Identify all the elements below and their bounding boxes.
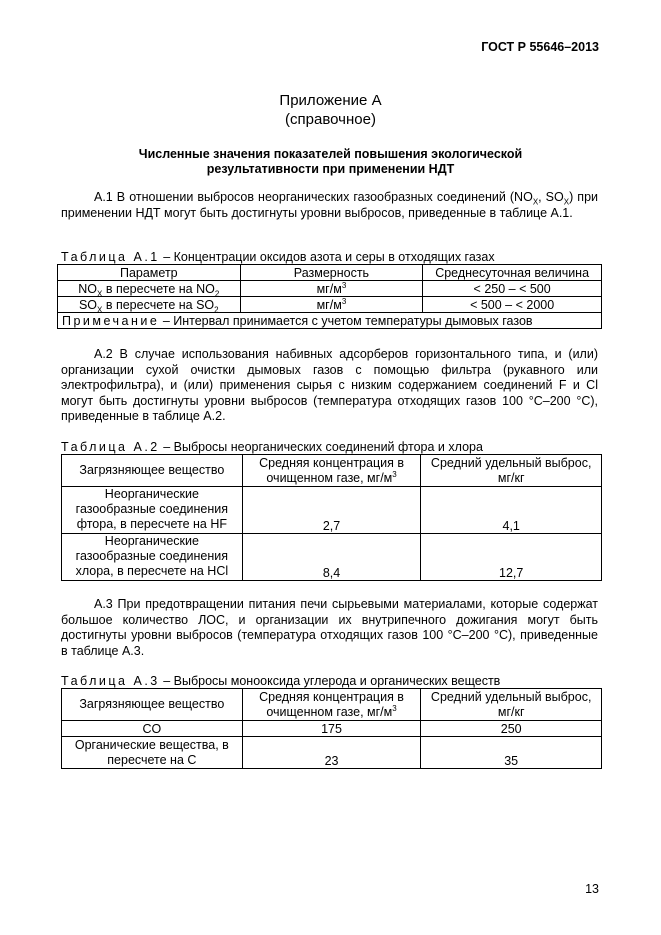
table-a3-emission-cell: 35 bbox=[421, 737, 602, 769]
table-a3-conc-cell: 175 bbox=[242, 721, 421, 737]
table-a1-header-unit: Размерность bbox=[240, 265, 423, 281]
appendix-heading-line1: Численные значения показателей повышения экологической bbox=[138, 147, 523, 161]
page-number: 13 bbox=[585, 882, 599, 896]
unit-text: мг/м bbox=[316, 297, 342, 312]
header-conc-sup: 3 bbox=[392, 469, 397, 479]
table-a2 bbox=[61, 454, 602, 581]
param-sub: 2 bbox=[214, 289, 220, 298]
table-a3 bbox=[61, 688, 602, 769]
table-a3-header-row bbox=[62, 689, 602, 721]
paragraph-a3: А.3 При предотвращении питания печи сырьевыми материалами, которые содержат большое количество ЛОС, и организации их внутрипечного дожигания могут быть достигнуты уровни выбросов (температура отходящих газов 100 °С–200 °С), приведенные в таблице А.3. bbox=[61, 597, 598, 658]
table-a2-emission-cell: 4,1 bbox=[421, 487, 602, 534]
paragraph-a1-text-3: ) при применении НДТ могут быть достигнуты уровни выбросов, приведенные в таблице А.1. bbox=[61, 190, 599, 220]
table-row bbox=[62, 534, 602, 581]
param-sub: 2 bbox=[214, 305, 219, 314]
paragraph-a1-sub-1: X bbox=[532, 197, 539, 207]
header-conc-sup: 3 bbox=[392, 703, 397, 713]
appendix-heading bbox=[0, 147, 661, 177]
table-a1-caption-text: – Концентрации оксидов азота и серы в отходящих газах bbox=[159, 250, 495, 264]
table-a2-caption-label: Таблица А.2 bbox=[61, 440, 160, 454]
table-a3-substance-cell: Органические вещества, в пересчете на С bbox=[62, 737, 243, 769]
table-row bbox=[62, 487, 602, 534]
table-a3-caption bbox=[61, 674, 500, 688]
param-text: NO bbox=[78, 281, 98, 296]
table-a1-param-cell bbox=[58, 297, 241, 313]
table-a1 bbox=[57, 264, 602, 329]
table-a1-value-cell: < 500 – < 2000 bbox=[423, 297, 602, 313]
param-text: в пересчете на NO bbox=[102, 281, 215, 296]
appendix-title: Приложение А bbox=[279, 92, 382, 109]
table-row bbox=[62, 737, 602, 769]
table-a3-header-emission: Средний удельный выброс, мг/кг bbox=[421, 689, 602, 721]
appendix-subtitle: (справочное) bbox=[285, 111, 376, 128]
table-a1-note-text: – Интервал принимается с учетом температуры дымовых газов bbox=[159, 313, 533, 328]
table-row bbox=[58, 297, 602, 313]
unit-sup: 3 bbox=[341, 296, 347, 306]
table-a3-caption-text: – Выбросы монооксида углерода и органических веществ bbox=[159, 674, 501, 688]
param-sub: X bbox=[97, 305, 103, 314]
table-a2-caption-text: – Выбросы неорганических соединений фтора и хлора bbox=[159, 440, 483, 454]
table-a2-header-row bbox=[62, 455, 602, 487]
table-a2-substance-cell: Неорганические газообразные соединения фтора, в пересчете на HF bbox=[62, 487, 243, 534]
table-a1-caption-label: Таблица А.1 bbox=[61, 250, 160, 264]
appendix-title-block bbox=[0, 91, 661, 129]
table-a1-unit-cell bbox=[240, 281, 423, 297]
table-a2-conc-cell: 2,7 bbox=[242, 487, 421, 534]
unit-text: мг/м bbox=[316, 281, 342, 296]
table-a1-header-param: Параметр bbox=[58, 265, 241, 281]
table-a2-header-substance: Загрязняющее вещество bbox=[62, 455, 243, 487]
param-text: в пересчете на SO bbox=[102, 297, 215, 312]
header-conc-text: Средняя концентрация в очищенном газе, мг/м bbox=[259, 455, 404, 485]
table-a1-header-value: Среднесуточная величина bbox=[423, 265, 602, 281]
table-a3-conc-cell: 23 bbox=[242, 737, 421, 769]
param-sub: X bbox=[97, 289, 103, 298]
table-a2-emission-cell: 12,7 bbox=[421, 534, 602, 581]
table-a3-caption-label: Таблица А.3 bbox=[61, 674, 160, 688]
table-a2-caption bbox=[61, 440, 483, 454]
unit-sup: 3 bbox=[341, 280, 347, 290]
table-a1-note-label: Примечание bbox=[62, 313, 160, 328]
table-a2-header-conc bbox=[242, 455, 421, 487]
table-row bbox=[58, 281, 602, 297]
table-a1-value-cell: < 250 – < 500 bbox=[423, 281, 602, 297]
table-row bbox=[62, 721, 602, 737]
paragraph-a1-text-2: , SO bbox=[538, 190, 564, 204]
table-a1-note bbox=[58, 313, 602, 329]
table-a3-header-substance: Загрязняющее вещество bbox=[62, 689, 243, 721]
header-conc-text: Средняя концентрация в очищенном газе, мг/м bbox=[259, 689, 404, 719]
appendix-heading-line2: результативности при применении НДТ bbox=[206, 162, 455, 176]
param-text: SO bbox=[78, 297, 98, 312]
table-a1-header-row bbox=[58, 265, 602, 281]
table-a1-unit-cell bbox=[240, 297, 423, 313]
paragraph-a1 bbox=[61, 190, 598, 221]
table-a3-emission-cell: 250 bbox=[421, 721, 602, 737]
table-a3-header-conc bbox=[242, 689, 421, 721]
paragraph-a1-sub-2: X bbox=[563, 197, 570, 207]
paragraph-a1-text-1: А.1 В отношении выбросов неорганических газообразных соединений (NO bbox=[94, 190, 533, 204]
standard-number: ГОСТ Р 55646–2013 bbox=[481, 40, 599, 54]
table-a2-substance-cell: Неорганические газообразные соединения хлора, в пересчете на HCl bbox=[62, 534, 243, 581]
table-a3-substance-cell: CO bbox=[62, 721, 243, 737]
table-a1-param-cell bbox=[58, 281, 241, 297]
table-a2-header-emission: Средний удельный выброс, мг/кг bbox=[421, 455, 602, 487]
paragraph-a2: А.2 В случае использования набивных адсорберов горизонтального типа, и (или) организации сухой очистки дымовых газов с помощью фильтра (рукавного или электрофильтра), и (или) применения сырья с низким содержанием соединений F и Cl могут быть достигнуты уровни выбросов (температура отходящих газов 100 °С–200 °С), приведенные в таблице А.2. bbox=[61, 347, 598, 423]
table-a1-caption bbox=[61, 250, 495, 264]
table-a2-conc-cell: 8,4 bbox=[242, 534, 421, 581]
table-a1-note-row bbox=[58, 313, 602, 329]
